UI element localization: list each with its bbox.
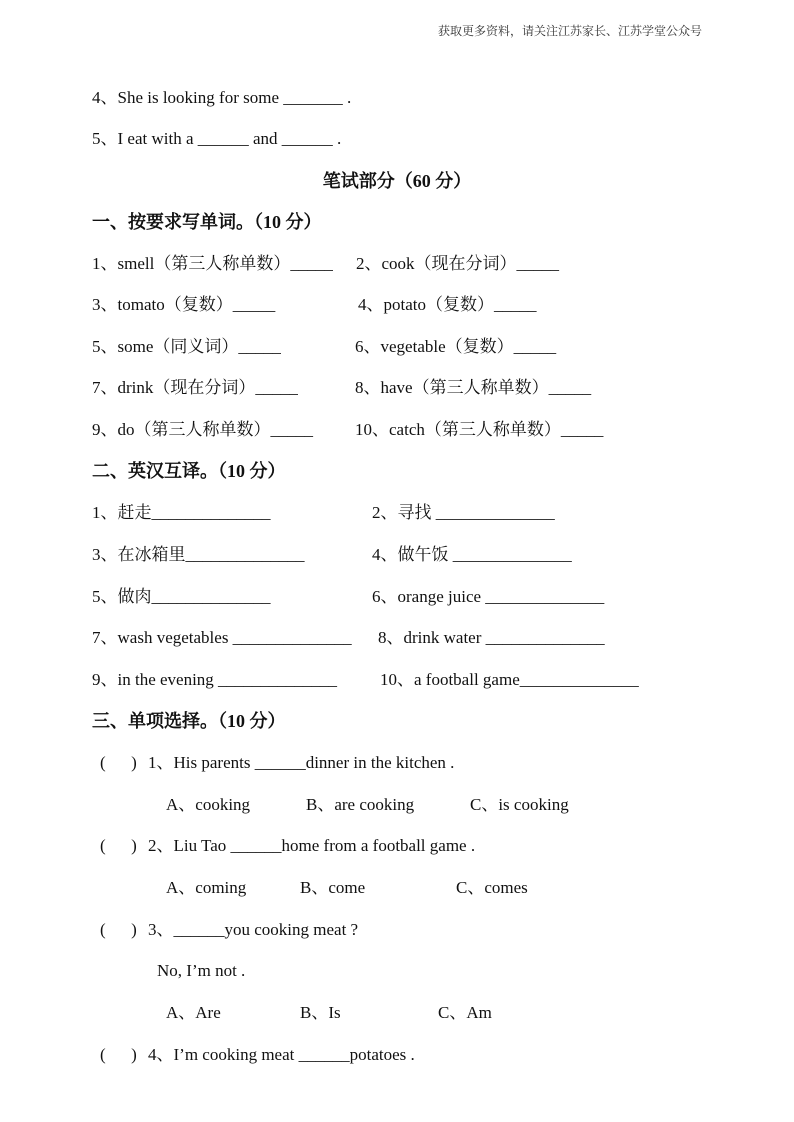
q3-stem: 3、______you cooking meat ?: [148, 920, 359, 939]
s1-item-9: 9、do（第三人称单数）_____: [92, 420, 313, 439]
s2-item-10: 10、a football game______________: [380, 670, 639, 689]
listening-item-4: 4、She is looking for some _______ .: [92, 88, 352, 107]
answer-paren[interactable]: ( ): [100, 1045, 137, 1064]
header-note: 获取更多资料，请关注江苏家长、江苏学堂公众号: [438, 24, 703, 38]
q3-option-b[interactable]: B、Is: [300, 1003, 341, 1022]
written-section-title: 笔试部分（60 分）: [322, 171, 472, 191]
q2-option-c[interactable]: C、comes: [456, 878, 528, 897]
s2-item-6: 6、orange juice ______________: [372, 587, 605, 606]
s2-item-1: 1、赶走______________: [92, 503, 271, 522]
q3-option-c[interactable]: C、Am: [438, 1003, 492, 1022]
section-3-title: 三、单项选择。（10 分）: [92, 711, 286, 731]
s1-item-3: 3、tomato（复数）_____: [92, 295, 276, 314]
q2-stem: 2、Liu Tao ______home from a football game .: [148, 836, 476, 855]
q1-option-c[interactable]: C、is cooking: [470, 795, 569, 814]
q3-option-a[interactable]: A、Are: [166, 1003, 221, 1022]
s1-item-10: 10、catch（第三人称单数）_____: [355, 420, 604, 439]
q1-option-a[interactable]: A、cooking: [166, 795, 251, 814]
s1-item-4: 4、potato（复数）_____: [358, 295, 537, 314]
s2-item-8: 8、drink water ______________: [378, 628, 605, 647]
s2-item-7: 7、wash vegetables ______________: [92, 628, 352, 647]
s2-item-9: 9、in the evening ______________: [92, 670, 338, 689]
s1-item-5: 5、some（同义词）_____: [92, 337, 281, 356]
q3-answer-line: No, I’m not .: [157, 961, 246, 980]
s1-item-7: 7、drink（现在分词）_____: [92, 378, 298, 397]
s2-item-3: 3、在冰箱里______________: [92, 545, 305, 564]
q1-option-b[interactable]: B、are cooking: [306, 795, 415, 814]
q2-option-b[interactable]: B、come: [300, 878, 366, 897]
s1-item-2: 2、cook（现在分词）_____: [356, 254, 560, 273]
s2-item-2: 2、寻找 ______________: [372, 503, 555, 522]
section-1-title: 一、按要求写单词。（10 分）: [92, 212, 322, 232]
answer-paren[interactable]: ( ): [100, 920, 137, 939]
q4-stem: 4、I’m cooking meat ______potatoes .: [148, 1045, 415, 1064]
s1-item-6: 6、vegetable（复数）_____: [355, 337, 557, 356]
s2-item-5: 5、做肉______________: [92, 587, 271, 606]
answer-paren[interactable]: ( ): [100, 836, 137, 855]
s1-item-1: 1、smell（第三人称单数）_____: [92, 254, 333, 273]
section-2-title: 二、英汉互译。（10 分）: [92, 461, 286, 481]
q2-option-a[interactable]: A、coming: [166, 878, 247, 897]
q1-stem: 1、His parents ______dinner in the kitchen .: [148, 753, 455, 772]
s1-item-8: 8、have（第三人称单数）_____: [355, 378, 592, 397]
listening-item-5: 5、I eat with a ______ and ______ .: [92, 129, 342, 148]
s2-item-4: 4、做午饭 ______________: [372, 545, 572, 564]
answer-paren[interactable]: ( ): [100, 753, 137, 772]
